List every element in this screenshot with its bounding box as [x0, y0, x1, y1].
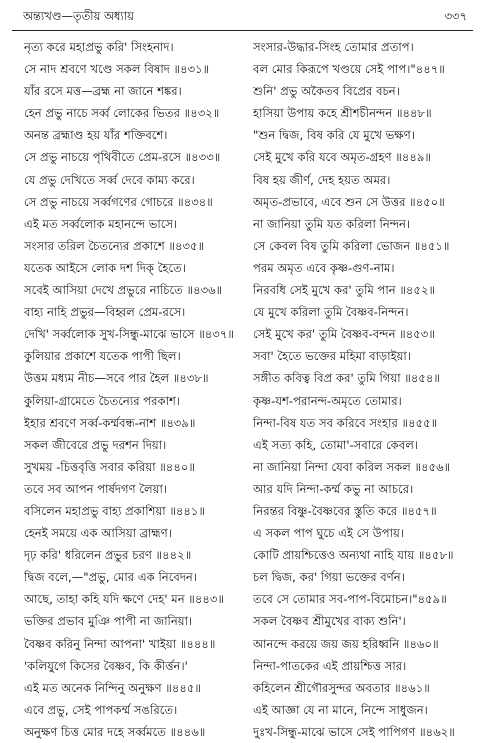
- verse-line: নিরবধি সেই মুখে কর' তুমি পান ॥৪৫২॥: [253, 283, 436, 298]
- verse-line: সবা' হৈতে ভক্তের মহিমা বাড়াইয়া।: [253, 349, 411, 364]
- verse-line: সবেই আসিয়া দেখে প্রভুরে নাচিতে ॥৪৩৬॥: [24, 283, 223, 298]
- verse-line: তবে সে তোমার সব-পাপ-বিমোচন।"৪৫৯॥: [253, 592, 447, 607]
- verse-line: সে নাদ শ্রবণে খণ্ডে সকল বিষাদ ॥৪৩১॥: [24, 62, 210, 77]
- verse-line: এ সকল পাপ ঘুচে এই সে উপায়।: [253, 526, 404, 541]
- verse-line: বিষ হয় জীর্ণ, দেহ হয়ত অমর।: [253, 172, 391, 187]
- verse-line: কোটি প্রায়শ্চিত্তেও অন্যথা নাহি যায় ॥৪৫৮॥: [253, 548, 454, 563]
- verse-line: এই সত্য কহি, তোমা'-সবারে কেবল।: [253, 437, 419, 452]
- page-number: ৩৩৭: [444, 9, 467, 23]
- verse-line: নিরন্তর বিষ্ণু-বৈষ্ণবের স্তুতি করে ॥৪৫৭॥: [253, 503, 437, 518]
- verse-line: শুনি' প্রভু অকৈতব বিপ্রের বচন।: [253, 84, 400, 99]
- left-column: [24, 36, 242, 743]
- verse-line: এই আজ্ঞা যে না মানে, নিন্দে সাধুজন।: [253, 702, 428, 717]
- verse-line: না জানিয়া তুমি যত করিলা নিন্দন।: [253, 216, 411, 231]
- verse-line: উত্তম মধ্যম নীচ—সবে পার হৈল ॥৪৩৮॥: [24, 371, 209, 386]
- verse-line: সকল বৈষ্ণব শ্রীমুখের বাক্য শুনি'।: [253, 614, 406, 629]
- verse-line: সংসার-উদ্ধার-সিংহ তোমার প্রতাপ।: [253, 40, 414, 54]
- verse-line: আর যদি নিন্দা-কর্ম্ম কভু না আচরে।: [253, 481, 414, 496]
- verse-line: হাসিয়া উপায় কহে শ্রীশচীনন্দন ॥৪৪৮॥: [253, 106, 432, 121]
- verse-line: বৈষ্ণব করিনু নিন্দা আপনা' খাইয়া ॥৪৪৪॥: [24, 636, 216, 651]
- verse-line: বসিলেন মহাপ্রভু বাহ্য প্রকাশিয়া ॥৪৪১॥: [24, 503, 206, 518]
- verse-line: ভক্তির প্রভাব মুঞি পাপী না জানিয়া।: [24, 614, 193, 629]
- verse-line: যাঁর রসে মত্ত—ব্রহ্ম না জানে শঙ্কর।: [24, 84, 182, 99]
- verse-line: এই মত সর্ব্বলোক মহানন্দে ভাসে।: [24, 216, 178, 231]
- verse-line: নিন্দা-পাতকের এই প্রায়শ্চিত্ত সার।: [253, 658, 407, 673]
- verse-line: না জানিয়া নিন্দা যেবা করিল সকল ॥৪৫৬॥: [253, 459, 451, 474]
- verse-line: সেই মুখে কর' তুমি বৈষ্ণব-বন্দন ॥৪৫৩॥: [253, 327, 435, 342]
- verse-line: কুলিয়া-গ্রামেতে চৈতন্যের পরকাশ।: [24, 393, 181, 408]
- verse-line: হেনই সময়ে এক আসিয়া ব্রাহ্মণ।: [24, 526, 172, 541]
- verse-line: কৃষ্ণ-যশ-পরানন্দ-অমৃতে তোমার।: [253, 393, 402, 408]
- verse-line: নিন্দা-বিষ যত সব করিবে সংহার ॥৪৫৫॥: [253, 415, 438, 430]
- verse-line: হেন প্রভু নাচে সর্ব্ব লোকের ভিতর ॥৪৩২॥: [24, 106, 220, 121]
- verse-line: এবে প্রভু, সেই পাপকর্ম্ম সঙরিতে।: [24, 702, 178, 717]
- verse-line: তবে সব আপন পার্ষদগণ লৈয়া।: [24, 481, 167, 496]
- verse-line: অমৃত-প্রভাবে, এবে শুন সে উত্তর ॥৪৫০॥: [253, 194, 445, 209]
- verse-line: যতেক আইসে লোক দশ দিক্ হৈতে।: [24, 260, 187, 275]
- verse-line: নৃত্য করে মহাপ্রভু করি' সিংহনাদ।: [24, 40, 174, 54]
- verse-line: সেই মুখে করি যবে অমৃত-গ্রহণ ॥৪৪৯॥: [253, 150, 431, 165]
- verse-line: আনন্দে করয়ে জয় জয় হরিধ্বনি ॥৪৬০॥: [253, 636, 439, 651]
- verse-line: সকল জীবেরে প্রভু দরশন দিয়া।: [24, 437, 167, 452]
- verse-line: দৃঢ় করি' ধরিলেন প্রভুর চরণ ॥৪৪২॥: [24, 548, 192, 563]
- verse-line: সংসার তরিল চৈতন্যের প্রকাশে ॥৪৩৫॥: [24, 238, 205, 253]
- verse-line: সে প্রভু নাচয়ে সর্ব্বগণের গোচরে ॥৪৩৪॥: [24, 194, 213, 209]
- verse-line: চল দ্বিজ, কর' গিয়া ভক্তের বর্ণন।: [253, 570, 405, 585]
- verse-line: সে কেবল বিষ তুমি করিলা ভোজন ॥৪৫১॥: [253, 238, 450, 253]
- verse-line: যে মুখে করিলা তুমি বৈষ্ণব-নিন্দন।: [253, 305, 409, 320]
- verse-line: অনন্ত ব্রহ্মাণ্ড হয় যাঁর শক্তিবশে।: [24, 128, 168, 143]
- verse-line: ইহার শ্রবণে সর্ব্ব-কর্ম্মবন্ধ-নাশ ॥৪৩৯॥: [24, 415, 196, 430]
- verse-line: বল মোর কিরূপে খণ্ডয়ে সেই পাপ।"৪৪৭॥: [253, 62, 445, 77]
- right-column: [253, 36, 475, 743]
- verse-line: দেখি' সর্ব্বলোক সুখ-সিন্ধু-মাঝে ভাসে ॥৪৩৭॥: [24, 327, 234, 342]
- verse-line: সঙ্গীত কবিত্ব বিপ্র কর' তুমি গিয়া ॥৪৫৪॥: [253, 371, 440, 386]
- verse-line: "শুন দ্বিজ, বিষ করি যে মুখে ভক্ষণ।: [253, 128, 415, 143]
- verse-line: সে প্রভু নাচয়ে পৃথিবীতে প্রেম-রসে ॥৪৩৩॥: [24, 150, 221, 165]
- verse-line: বাহ্য নাহি প্রভুর—বিহ্বল প্রেম-রসে।: [24, 305, 186, 320]
- verse-line: পরম অমৃত এবে কৃষ্ণ-গুণ-নাম।: [253, 260, 395, 275]
- verse-line: 'কলিযুগে কিসের বৈষ্ণব, কি কীর্ত্তন।': [24, 658, 188, 673]
- verse-line: সুখময় -চিত্তবৃত্তি সবার করিয়া ॥৪৪০॥: [24, 459, 195, 474]
- verse-line: এই মত অনেক নিন্দিনু অনুক্ষণ ॥৪৪৫॥: [24, 680, 201, 695]
- running-header: [0, 0, 483, 38]
- chapter-title: অন্ত্যখণ্ড—তৃতীয় অধ্যায়: [23, 9, 134, 23]
- verse-line: যে প্রভু দেখিতে সর্ব্ব দেবে কাম্য করে।: [24, 172, 195, 187]
- verse-line: কুলিয়ার প্রকাশে যতেক পাপী ছিল।: [24, 349, 181, 364]
- verse-line: দুঃখ-সিন্ধু-মাঝে ভাসে সেই পাপিগণ ॥৪৬২॥: [253, 724, 455, 739]
- verse-line: অনুক্ষণ চিত্ত মোর দহে সর্ব্বমতে ॥৪৪৬॥: [24, 724, 206, 739]
- verse-line: দ্বিজ বলে,—"প্রভু, মোর এক নিবেদন।: [24, 570, 197, 585]
- header-rule: [12, 30, 473, 31]
- verse-line: আছে, তাহা কহি যদি ক্ষণে দেহ' মন ॥৪৪৩॥: [24, 592, 225, 607]
- verse-line: কহিলেন শ্রীগৌরসুন্দর অবতার ॥৪৬১॥: [253, 680, 430, 695]
